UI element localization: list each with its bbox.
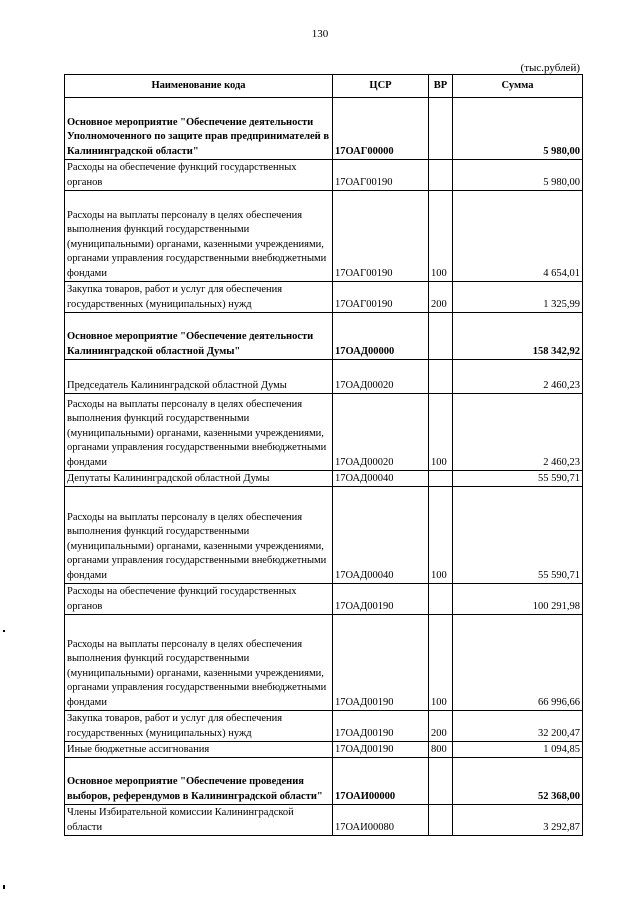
row-csr: 17ОАД00190: [333, 742, 429, 758]
row-csr: 17ОАД00040: [333, 471, 429, 487]
row-sum: 55 590,71: [453, 471, 583, 487]
table-row: [65, 742, 583, 758]
row-sum: 55 590,71: [453, 487, 583, 584]
row-sum: 2 460,23: [453, 360, 583, 394]
row-sum: 32 200,47: [453, 711, 583, 742]
margin-mark: [3, 885, 5, 889]
header-csr: ЦСР: [333, 75, 429, 98]
row-csr: 17ОАД00190: [333, 584, 429, 615]
row-csr: 17ОАИ00000: [333, 758, 429, 805]
table-row: [65, 313, 583, 360]
table-row: [65, 758, 583, 805]
table-row: [65, 471, 583, 487]
row-name: Основное мероприятие "Обеспечение проведения выборов, референдумов в Калининградской области": [65, 758, 333, 805]
row-name: Расходы на выплаты персоналу в целях обеспечения выполнения функций государственными (муниципальными) органами, казенными учреждениями, органами управления государственными внебюджетными фондами: [65, 191, 333, 282]
row-sum: 5 980,00: [453, 160, 583, 191]
table-row: [65, 191, 583, 282]
table-row: [65, 711, 583, 742]
row-name: Иные бюджетные ассигнования: [65, 742, 333, 758]
table-row: [65, 360, 583, 394]
row-sum: 52 368,00: [453, 758, 583, 805]
budget-table: [64, 74, 583, 836]
row-vr: 200: [429, 711, 453, 742]
row-vr: 100: [429, 191, 453, 282]
table-header-row: [65, 75, 583, 98]
row-csr: 17ОАГ00000: [333, 98, 429, 160]
row-sum: 5 980,00: [453, 98, 583, 160]
row-vr: 800: [429, 742, 453, 758]
header-sum: Сумма: [453, 75, 583, 98]
row-csr: 17ОАИ00080: [333, 805, 429, 836]
table-row: [65, 584, 583, 615]
row-name: Закупка товаров, работ и услуг для обеспечения государственных (муниципальных) нужд: [65, 711, 333, 742]
row-name: Расходы на обеспечение функций государственных органов: [65, 160, 333, 191]
table-row: [65, 805, 583, 836]
row-vr: [429, 584, 453, 615]
margin-mark: [3, 630, 5, 632]
row-name: Расходы на выплаты персоналу в целях обеспечения выполнения функций государственными (муниципальными) органами, казенными учреждениями, органами управления государственными внебюджетными фондами: [65, 615, 333, 711]
row-csr: 17ОАД00190: [333, 615, 429, 711]
row-vr: [429, 471, 453, 487]
row-name: Члены Избирательной комиссии Калининградской области: [65, 805, 333, 836]
table-row: [65, 615, 583, 711]
row-sum: 100 291,98: [453, 584, 583, 615]
row-csr: 17ОАГ00190: [333, 160, 429, 191]
row-name: Расходы на обеспечение функций государственных органов: [65, 584, 333, 615]
row-sum: 2 460,23: [453, 394, 583, 471]
row-vr: [429, 160, 453, 191]
row-vr: [429, 360, 453, 394]
page-number: 130: [311, 28, 329, 40]
row-csr: 17ОАД00020: [333, 394, 429, 471]
row-vr: [429, 98, 453, 160]
row-name: Закупка товаров, работ и услуг для обеспечения государственных (муниципальных) нужд: [65, 282, 333, 313]
row-vr: [429, 805, 453, 836]
table-row: [65, 98, 583, 160]
row-sum: 158 342,92: [453, 313, 583, 360]
table-row: [65, 487, 583, 584]
row-sum: 66 996,66: [453, 615, 583, 711]
row-name: Основное мероприятие "Обеспечение деятельности Уполномоченного по защите прав предпринимателей в Калининградской области": [65, 98, 333, 160]
row-csr: 17ОАД00190: [333, 711, 429, 742]
row-name: Основное мероприятие "Обеспечение деятельности Калининградской областной Думы": [65, 313, 333, 360]
row-sum: 4 654,01: [453, 191, 583, 282]
row-csr: 17ОАД00040: [333, 487, 429, 584]
row-vr: [429, 758, 453, 805]
header-name: Наименование кода: [65, 75, 333, 98]
row-csr: 17ОАД00020: [333, 360, 429, 394]
row-sum: 3 292,87: [453, 805, 583, 836]
row-csr: 17ОАГ00190: [333, 191, 429, 282]
table-row: [65, 394, 583, 471]
row-csr: 17ОАГ00190: [333, 282, 429, 313]
row-name: Расходы на выплаты персоналу в целях обеспечения выполнения функций государственными (муниципальными) органами, казенными учреждениями, органами управления государственными внебюджетными фондами: [65, 487, 333, 584]
row-sum: 1 094,85: [453, 742, 583, 758]
row-vr: 100: [429, 394, 453, 471]
table-row: [65, 282, 583, 313]
row-name: Депутаты Калининградской областной Думы: [65, 471, 333, 487]
row-vr: 100: [429, 615, 453, 711]
row-csr: 17ОАД00000: [333, 313, 429, 360]
table-row: [65, 160, 583, 191]
row-vr: [429, 313, 453, 360]
row-vr: 100: [429, 487, 453, 584]
row-sum: 1 325,99: [453, 282, 583, 313]
units-label: (тыс.рублей): [520, 62, 580, 74]
row-name: Председатель Калининградской областной Думы: [65, 360, 333, 394]
row-vr: 200: [429, 282, 453, 313]
header-vr: ВР: [429, 75, 453, 98]
row-name: Расходы на выплаты персоналу в целях обеспечения выполнения функций государственными (муниципальными) органами, казенными учреждениями, органами управления государственными внебюджетными фондами: [65, 394, 333, 471]
